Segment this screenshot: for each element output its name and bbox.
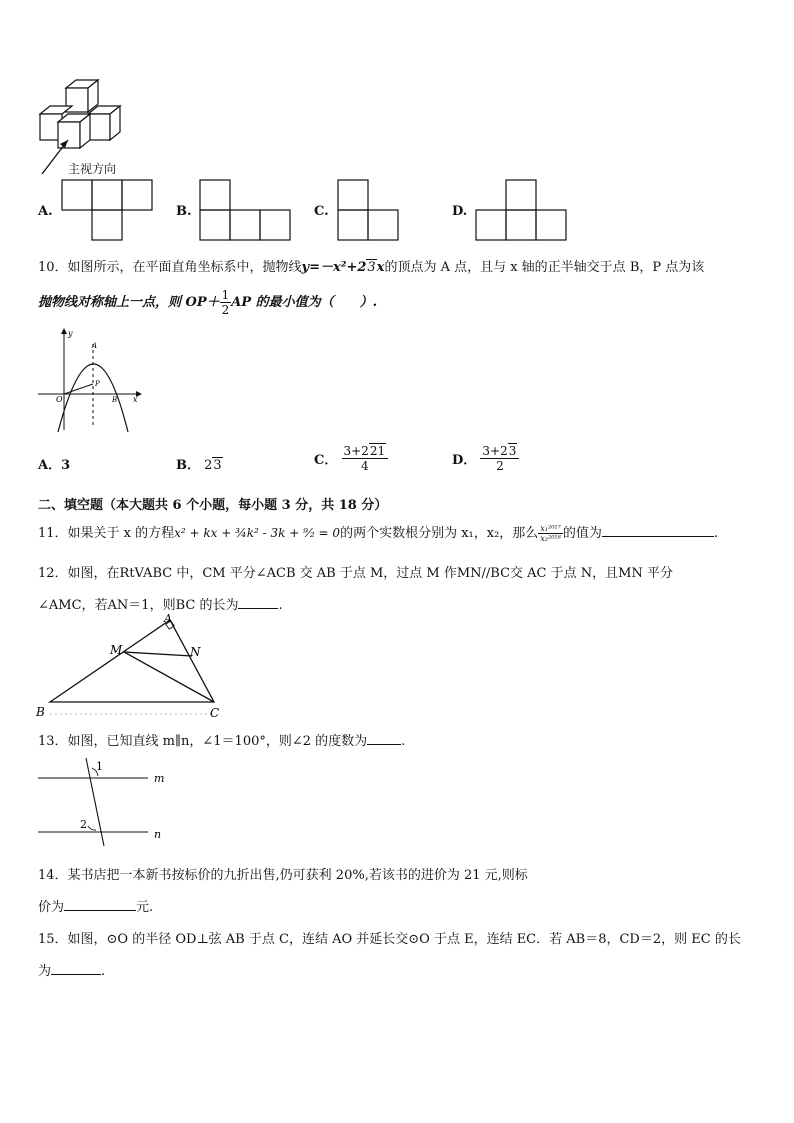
triangle-abc-figure <box>36 614 236 718</box>
point-m-label: M <box>110 643 123 657</box>
q14-line-1: 14．某书店把一本新书按标价的九折出售,仍可获利 20%,若该书的进价为 21 元,则标 <box>38 868 528 883</box>
line-n-label: n <box>154 828 162 841</box>
q9-option-d-figure <box>476 180 568 242</box>
sqrt-symbol: 3 <box>367 260 376 275</box>
point-n-label: N <box>190 645 201 659</box>
section-2-title: 二、填空题（本大题共 6 个小题，每小题 3 分，共 18 分） <box>38 498 388 513</box>
q12-line-1: 12．如图，在RtVABC 中，CM 平分∠ACB 交 AB 于点 M，过点 M 作MN//BC交 AC 于点 N，且MN 平分 <box>38 566 673 581</box>
q9-option-d-label: D. <box>452 204 468 219</box>
q10-line-2: 抛物线对称轴上一点，则 OP＋ $\frac{1}{2}$ AP 的最小值为（ ）. <box>38 288 378 317</box>
point-b-label: B <box>112 396 118 404</box>
q10-fraction: $\frac{1}{2}$ <box>221 288 230 317</box>
q10-option-d: D． $\frac{3+23}{2}$ <box>452 444 519 473</box>
q9-option-b-figure <box>200 180 292 242</box>
q15-line-1: 15．如图，⊙O 的半径 OD⊥弦 AB 于点 C，连结 AO 并延长交⊙O 于点 E，连结 EC．若 AB＝8，CD＝2，则 EC 的长 <box>38 932 741 947</box>
q14-line-2: 价为 元. <box>38 900 154 915</box>
angle-2-label: 2 <box>80 818 87 831</box>
q13-line: 13．如图，已知直线 m∥n，∠1＝100°，则∠2 的度数为 . <box>38 734 406 749</box>
q11-line: 11．如果关于 x 的方程x² + kx + ¾k² - 3k + ⁹⁄₂ = 0的两个实数根分别为 x₁，x₂，那么 $\frac{\text{x₁²⁰¹⁷}}{\text{x₂²⁰¹⁸}}$ 的值为 . <box>38 524 718 543</box>
q11-fraction: $\frac{\text{x₁²⁰¹⁷}}{\text{x₂²⁰¹⁸}}$ <box>540 524 561 543</box>
q10-option-b: B． 23 <box>176 458 222 473</box>
x-axis-label: x <box>133 395 138 404</box>
q11-answer-blank[interactable] <box>602 524 714 537</box>
line-m-label: m <box>154 772 165 785</box>
view-direction-label: 主视方向 <box>68 162 117 176</box>
q15-answer-blank[interactable] <box>51 962 101 975</box>
y-axis-label: y <box>68 329 73 338</box>
q10-option-c: C． $\frac{3+221}{4}$ <box>314 444 388 473</box>
q9-option-a-figure <box>62 180 154 242</box>
point-p-label: P <box>95 380 100 388</box>
parabola-graph <box>36 326 146 436</box>
vertex-c-label: C <box>210 706 220 720</box>
q10-option-a: A．3 <box>38 458 71 473</box>
q9-option-c-figure <box>338 180 400 242</box>
q9-option-a-label: A. <box>38 204 53 219</box>
origin-label: O <box>56 395 63 404</box>
q9-option-c-label: C. <box>314 204 329 219</box>
vertex-a-label: A <box>92 342 98 350</box>
parallel-lines-figure <box>36 756 176 846</box>
vertex-b-label: B <box>36 705 45 719</box>
angle-1-label: 1 <box>96 760 103 773</box>
q12-line-2: ∠AMC，若AN＝1，则BC 的长为 . <box>38 598 283 613</box>
q9-option-b-label: B. <box>176 204 192 219</box>
q15-line-2: 为 . <box>38 964 106 979</box>
vertex-a-label: A <box>164 612 172 625</box>
q12-answer-blank[interactable] <box>238 596 278 609</box>
q14-answer-blank[interactable] <box>64 898 136 911</box>
q13-answer-blank[interactable] <box>367 732 401 745</box>
q10-line-1: 10．如图所示，在平面直角坐标系中，抛物线y=－x²+23x的顶点为 A 点，且与 x 轴的正半轴交于点 B，P 点为该 <box>38 260 705 275</box>
